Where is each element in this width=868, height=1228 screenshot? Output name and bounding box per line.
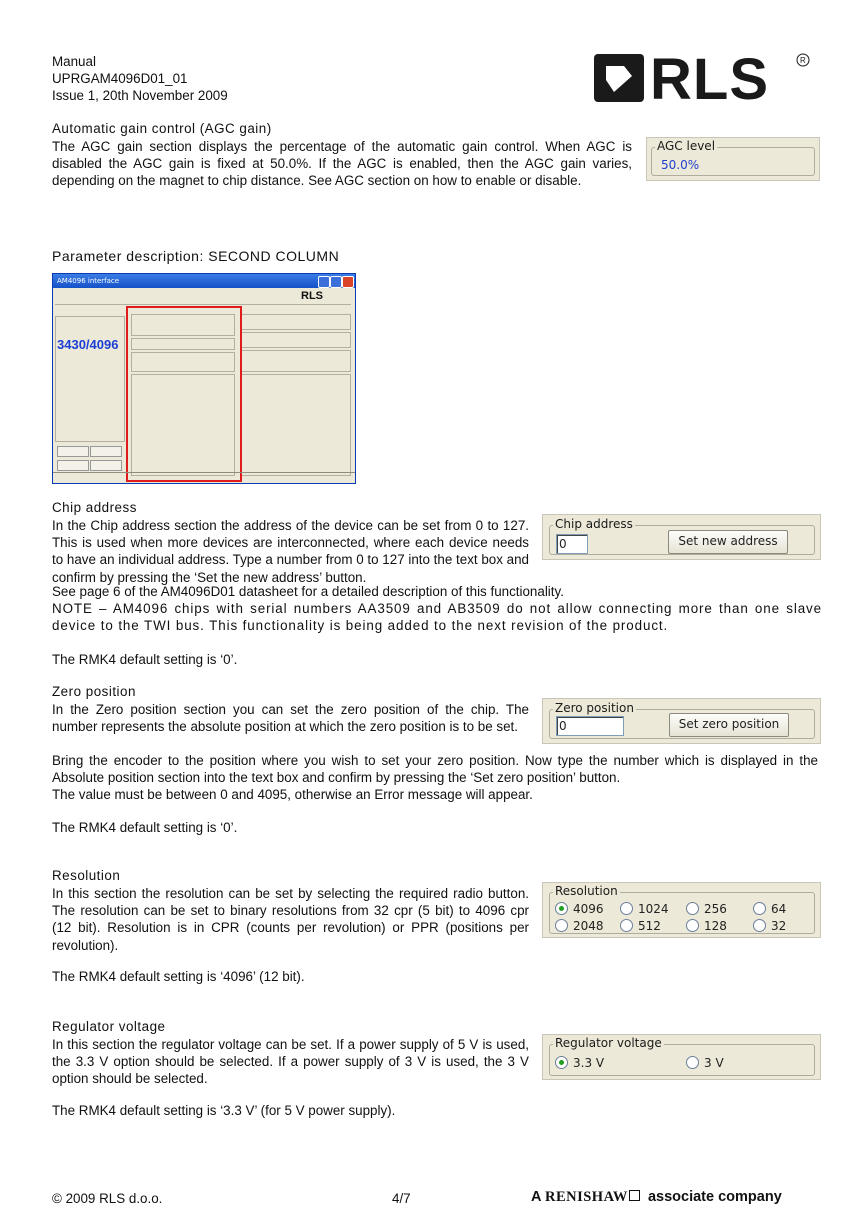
chip-address-title: Chip address: [52, 500, 137, 515]
agc-body: The AGC gain section displays the percentage of the automatic gain control. When AGC is disabled the AGC gain is fixed at 50.0%. If the AGC is enabled, then the AGC gain varies, depending on the magnet to chip distance. See AGC section on how to enable or disable.: [52, 139, 632, 189]
header-code: UPRGAM4096D01_01: [52, 71, 188, 86]
highlight-frame: [126, 306, 242, 482]
resolution-option-4096[interactable]: 4096: [555, 902, 604, 916]
agc-level-label: AGC level: [657, 139, 716, 153]
zero-position-label: Zero position: [555, 701, 634, 715]
rls-logo: [592, 50, 817, 106]
resolution-title: Resolution: [52, 868, 121, 883]
set-new-address-button[interactable]: Set new address: [668, 530, 788, 554]
resolution-option-256[interactable]: 256: [686, 902, 727, 916]
resolution-body: In this section the resolution can be set by selecting the required radio button. The resolution can be set to binary resolutions from 32 cpr (5 bit) to 4096 cpr (12 bit). Resolution is in CPR (counts per revolution) or PPR (positions per revolution).: [52, 886, 529, 953]
header-issue: Issue 1, 20th November 2009: [52, 88, 228, 103]
resolution-option-1024[interactable]: 1024: [620, 902, 669, 916]
rls-logo-mark-icon: [594, 54, 644, 102]
regulator-label: Regulator voltage: [555, 1036, 662, 1050]
resolution-option-512[interactable]: 512: [620, 919, 661, 933]
resolution-option-64[interactable]: 64: [753, 902, 786, 916]
agc-level-panel: [646, 137, 820, 181]
radio-icon: [753, 902, 766, 915]
chip-address-default: The RMK4 default setting is ‘0’.: [52, 652, 238, 667]
regulator-panel: [542, 1034, 821, 1080]
agc-title: Automatic gain control (AGC gain): [52, 121, 272, 136]
regulator-option-3-3v[interactable]: 3.3 V: [555, 1056, 604, 1070]
radio-icon: [686, 919, 699, 932]
resolution-label: Resolution: [555, 884, 618, 898]
agc-level-value: 50.0%: [661, 158, 700, 172]
radio-selected-icon: [555, 1056, 568, 1069]
minimize-icon: [318, 276, 330, 288]
zero-position-body: In the Zero position section you can set the zero position of the chip. The number represents the absolute position at which the zero position is to be set.: [52, 702, 529, 735]
regulator-title: Regulator voltage: [52, 1019, 166, 1034]
resolution-panel: [542, 882, 821, 938]
resolution-option-32[interactable]: 32: [753, 919, 786, 933]
footer-page-number: 4/7: [392, 1191, 411, 1206]
chip-address-body: In the Chip address section the address of the device can be set from 0 to 127. This is used when more devices are interconnected, where each device needs to have an individual address. Type a number from 0 to 127 into the text box and confirm by pressing the ‘Set the new address’ button.: [52, 518, 529, 585]
footer-copyright: © 2009 RLS d.o.o.: [52, 1191, 163, 1206]
associate-prefix: A: [531, 1189, 541, 1205]
radio-icon: [686, 902, 699, 915]
screenshot-logo: RLS: [301, 290, 323, 302]
chip-address-label: Chip address: [555, 517, 633, 531]
regulator-option-3v[interactable]: 3 V: [686, 1056, 724, 1070]
second-column-title: Parameter description: SECOND COLUMN: [52, 248, 340, 264]
radio-selected-icon: [555, 902, 568, 915]
interface-screenshot: [52, 273, 356, 484]
zero-position-title: Zero position: [52, 684, 136, 699]
resolution-option-2048[interactable]: 2048: [555, 919, 604, 933]
svg-text:R: R: [800, 56, 806, 65]
header-manual: Manual: [52, 54, 96, 69]
resolution-default: The RMK4 default setting is ‘4096’ (12 bit).: [52, 969, 305, 984]
radio-icon: [753, 919, 766, 932]
chip-address-body2: See page 6 of the AM4096D01 datasheet for a detailed description of this functionality.: [52, 584, 564, 599]
radio-icon: [620, 902, 633, 915]
resolution-option-128[interactable]: 128: [686, 919, 727, 933]
renishaw-brand: RENISHAW: [544, 1189, 628, 1205]
close-icon: [342, 276, 354, 288]
screenshot-readout: 3430/4096: [57, 337, 119, 352]
radio-icon: [686, 1056, 699, 1069]
chip-address-input[interactable]: 0: [556, 534, 588, 554]
renishaw-mark-icon: [629, 1190, 640, 1201]
chip-address-panel: [542, 514, 821, 560]
zero-position-input[interactable]: 0: [556, 716, 624, 736]
chip-address-note: NOTE – AM4096 chips with serial numbers AA3509 and AB3509 do not allow connecting more than one slave device to the TWI bus. This functionality is being added to the next revision of the product.: [52, 601, 822, 634]
zero-position-body3: The value must be between 0 and 4095, otherwise an Error message will appear.: [52, 787, 533, 802]
maximize-icon: [330, 276, 342, 288]
set-zero-position-button[interactable]: Set zero position: [669, 713, 789, 737]
associate-suffix: associate company: [647, 1189, 782, 1205]
footer-associate: [531, 1189, 782, 1206]
document-header: [52, 53, 228, 104]
regulator-default: The RMK4 default setting is ‘3.3 V’ (for 5 V power supply).: [52, 1103, 396, 1118]
zero-position-panel: [542, 698, 821, 744]
regulator-body: In this section the regulator voltage can be set. If a power supply of 5 V is used, the 3.3 V option should be selected. If a power supply of 3 V is used, the 3 V option should be selected.: [52, 1037, 529, 1087]
zero-position-body2: Bring the encoder to the position where you wish to set your zero position. Now type the number which is displayed in the Absolute position section into the text box and confirm by pressing the ‘Set zero position’ button.: [52, 753, 818, 786]
svg-text:RLS: RLS: [650, 50, 769, 106]
radio-icon: [620, 919, 633, 932]
radio-icon: [555, 919, 568, 932]
zero-position-default: The RMK4 default setting is ‘0’.: [52, 820, 238, 835]
screenshot-titlebar: AM4096 interface: [53, 274, 355, 288]
